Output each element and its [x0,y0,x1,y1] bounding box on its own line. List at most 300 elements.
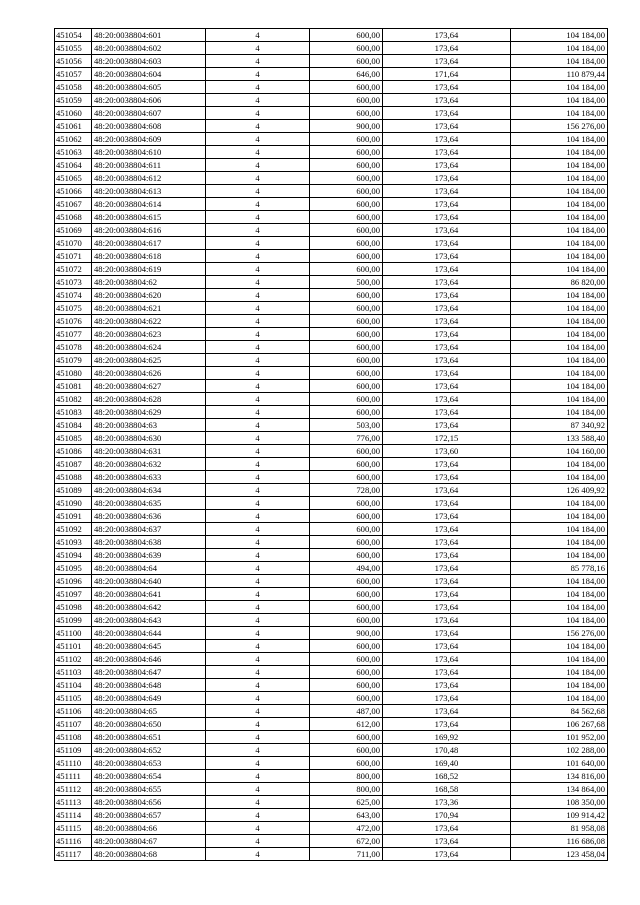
unit-value-cell: 173,64 [383,224,511,237]
cadastral-number-cell: 48:20:0038804:634 [92,484,206,497]
table-row [55,445,608,458]
cadastral-value-cell: 104 184,00 [511,536,608,549]
group-code-cell: 4 [206,380,310,393]
area-cell: 600,00 [310,315,383,328]
cadastral-value-cell: 104 184,00 [511,42,608,55]
row-number-cell: 451062 [55,133,92,146]
cadastral-number-cell: 48:20:0038804:611 [92,159,206,172]
cadastral-number-cell: 48:20:0038804:66 [92,822,206,835]
table-row [55,133,608,146]
cadastral-value-cell: 102 288,00 [511,744,608,757]
table-row [55,367,608,380]
row-number-cell: 451070 [55,237,92,250]
cadastral-value-cell: 85 778,16 [511,562,608,575]
area-cell: 600,00 [310,146,383,159]
row-number-cell: 451083 [55,406,92,419]
area-cell: 600,00 [310,497,383,510]
group-code-cell: 4 [206,133,310,146]
area-cell: 600,00 [310,302,383,315]
cadastral-value-cell: 108 350,00 [511,796,608,809]
row-number-cell: 451106 [55,705,92,718]
area-cell: 600,00 [310,458,383,471]
cadastral-number-cell: 48:20:0038804:641 [92,588,206,601]
area-cell: 500,00 [310,276,383,289]
area-cell: 600,00 [310,536,383,549]
area-cell: 600,00 [310,601,383,614]
cadastral-number-cell: 48:20:0038804:618 [92,250,206,263]
cadastral-value-cell: 133 588,40 [511,432,608,445]
group-code-cell: 4 [206,575,310,588]
row-number-cell: 451095 [55,562,92,575]
table-row [55,718,608,731]
cadastral-value-cell: 156 276,00 [511,627,608,640]
cadastral-value-cell: 104 184,00 [511,94,608,107]
cadastral-value-cell: 104 184,00 [511,159,608,172]
row-number-cell: 451060 [55,107,92,120]
group-code-cell: 4 [206,458,310,471]
group-code-cell: 4 [206,588,310,601]
unit-value-cell: 173,64 [383,679,511,692]
table-row [55,783,608,796]
area-cell: 600,00 [310,679,383,692]
unit-value-cell: 173,64 [383,497,511,510]
cadastral-value-cell: 156 276,00 [511,120,608,133]
group-code-cell: 4 [206,159,310,172]
unit-value-cell: 173,64 [383,367,511,380]
row-number-cell: 451074 [55,289,92,302]
area-cell: 600,00 [310,29,383,42]
unit-value-cell: 173,64 [383,523,511,536]
group-code-cell: 4 [206,107,310,120]
unit-value-cell: 173,64 [383,562,511,575]
cadastral-number-cell: 48:20:0038804:621 [92,302,206,315]
unit-value-cell: 173,64 [383,250,511,263]
group-code-cell: 4 [206,796,310,809]
cadastral-number-cell: 48:20:0038804:653 [92,757,206,770]
group-code-cell: 4 [206,627,310,640]
group-code-cell: 4 [206,29,310,42]
row-number-cell: 451102 [55,653,92,666]
unit-value-cell: 173,64 [383,393,511,406]
unit-value-cell: 173,64 [383,211,511,224]
area-cell: 600,00 [310,653,383,666]
row-number-cell: 451068 [55,211,92,224]
cadastral-value-cell: 104 184,00 [511,172,608,185]
cadastral-number-cell: 48:20:0038804:65 [92,705,206,718]
area-cell: 728,00 [310,484,383,497]
group-code-cell: 4 [206,484,310,497]
group-code-cell: 4 [206,393,310,406]
table-row [55,107,608,120]
cadastral-value-cell: 104 184,00 [511,55,608,68]
cadastral-value-cell: 134 864,00 [511,783,608,796]
row-number-cell: 451081 [55,380,92,393]
group-code-cell: 4 [206,705,310,718]
cadastral-number-cell: 48:20:0038804:652 [92,744,206,757]
area-cell: 600,00 [310,237,383,250]
cadastral-number-cell: 48:20:0038804:617 [92,237,206,250]
cadastral-value-cell: 104 184,00 [511,523,608,536]
group-code-cell: 4 [206,419,310,432]
group-code-cell: 4 [206,302,310,315]
row-number-cell: 451061 [55,120,92,133]
area-cell: 600,00 [310,185,383,198]
area-cell: 625,00 [310,796,383,809]
cadastral-number-cell: 48:20:0038804:623 [92,328,206,341]
area-cell: 600,00 [310,198,383,211]
row-number-cell: 451100 [55,627,92,640]
cadastral-value-cell: 104 184,00 [511,146,608,159]
row-number-cell: 451064 [55,159,92,172]
group-code-cell: 4 [206,822,310,835]
table-row [55,302,608,315]
group-code-cell: 4 [206,328,310,341]
table-row [55,588,608,601]
group-code-cell: 4 [206,94,310,107]
table-row [55,29,608,42]
unit-value-cell: 173,64 [383,627,511,640]
area-cell: 600,00 [310,614,383,627]
cadastral-number-cell: 48:20:0038804:626 [92,367,206,380]
area-cell: 600,00 [310,42,383,55]
area-cell: 503,00 [310,419,383,432]
unit-value-cell: 173,64 [383,107,511,120]
row-number-cell: 451069 [55,224,92,237]
cadastral-number-cell: 48:20:0038804:631 [92,445,206,458]
unit-value-cell: 173,64 [383,263,511,276]
cadastral-number-cell: 48:20:0038804:635 [92,497,206,510]
table-row [55,263,608,276]
table-row [55,601,608,614]
cadastral-value-cell: 104 184,00 [511,81,608,94]
unit-value-cell: 173,64 [383,380,511,393]
group-code-cell: 4 [206,497,310,510]
row-number-cell: 451078 [55,341,92,354]
unit-value-cell: 173,64 [383,328,511,341]
unit-value-cell: 173,64 [383,302,511,315]
table-row [55,237,608,250]
group-code-cell: 4 [206,146,310,159]
area-cell: 600,00 [310,328,383,341]
group-code-cell: 4 [206,224,310,237]
table-row [55,354,608,367]
cadastral-value-cell: 104 184,00 [511,367,608,380]
table-row [55,419,608,432]
group-code-cell: 4 [206,536,310,549]
row-number-cell: 451112 [55,783,92,796]
cadastral-number-cell: 48:20:0038804:67 [92,835,206,848]
cadastral-value-cell: 104 184,00 [511,575,608,588]
unit-value-cell: 173,64 [383,159,511,172]
row-number-cell: 451063 [55,146,92,159]
table-row [55,276,608,289]
area-cell: 494,00 [310,562,383,575]
row-number-cell: 451111 [55,770,92,783]
table-row [55,289,608,302]
cadastral-value-cell: 84 562,68 [511,705,608,718]
cadastral-value-cell: 104 184,00 [511,315,608,328]
area-cell: 600,00 [310,224,383,237]
unit-value-cell: 173,64 [383,601,511,614]
table-row [55,796,608,809]
row-number-cell: 451059 [55,94,92,107]
cadastral-number-cell: 48:20:0038804:651 [92,731,206,744]
group-code-cell: 4 [206,211,310,224]
cadastral-number-cell: 48:20:0038804:603 [92,55,206,68]
cadastral-number-cell: 48:20:0038804:63 [92,419,206,432]
unit-value-cell: 173,64 [383,458,511,471]
group-code-cell: 4 [206,757,310,770]
area-cell: 672,00 [310,835,383,848]
cadastral-number-cell: 48:20:0038804:638 [92,536,206,549]
cadastral-value-cell: 104 184,00 [511,549,608,562]
cadastral-value-cell: 104 184,00 [511,666,608,679]
row-number-cell: 451072 [55,263,92,276]
area-cell: 600,00 [310,211,383,224]
row-number-cell: 451082 [55,393,92,406]
table-row [55,705,608,718]
table-body [55,29,608,861]
group-code-cell: 4 [206,562,310,575]
group-code-cell: 4 [206,692,310,705]
unit-value-cell: 173,64 [383,55,511,68]
cadastral-value-cell: 104 184,00 [511,653,608,666]
table-row [55,159,608,172]
unit-value-cell: 171,64 [383,68,511,81]
group-code-cell: 4 [206,263,310,276]
unit-value-cell: 173,64 [383,705,511,718]
group-code-cell: 4 [206,653,310,666]
cadastral-value-cell: 104 184,00 [511,328,608,341]
table-row [55,614,608,627]
cadastral-number-cell: 48:20:0038804:656 [92,796,206,809]
cadastral-value-cell: 104 184,00 [511,211,608,224]
table-row [55,94,608,107]
cadastral-value-cell: 104 184,00 [511,341,608,354]
group-code-cell: 4 [206,601,310,614]
cadastral-value-cell: 104 184,00 [511,289,608,302]
cadastral-number-cell: 48:20:0038804:68 [92,848,206,861]
table-row [55,731,608,744]
group-code-cell: 4 [206,185,310,198]
cadastral-number-cell: 48:20:0038804:655 [92,783,206,796]
row-number-cell: 451101 [55,640,92,653]
cadastral-number-cell: 48:20:0038804:627 [92,380,206,393]
cadastral-value-cell: 104 184,00 [511,133,608,146]
area-cell: 800,00 [310,770,383,783]
row-number-cell: 451057 [55,68,92,81]
unit-value-cell: 169,40 [383,757,511,770]
cadastral-number-cell: 48:20:0038804:616 [92,224,206,237]
table-row [55,458,608,471]
row-number-cell: 451090 [55,497,92,510]
area-cell: 600,00 [310,471,383,484]
cadastral-number-cell: 48:20:0038804:613 [92,185,206,198]
group-code-cell: 4 [206,666,310,679]
area-cell: 800,00 [310,783,383,796]
table-row [55,575,608,588]
unit-value-cell: 173,64 [383,42,511,55]
cadastral-number-cell: 48:20:0038804:601 [92,29,206,42]
unit-value-cell: 173,64 [383,614,511,627]
cadastral-value-cell: 86 820,00 [511,276,608,289]
cadastral-number-cell: 48:20:0038804:628 [92,393,206,406]
group-code-cell: 4 [206,276,310,289]
table-row [55,172,608,185]
area-cell: 472,00 [310,822,383,835]
unit-value-cell: 173,64 [383,406,511,419]
row-number-cell: 451058 [55,81,92,94]
area-cell: 600,00 [310,692,383,705]
table-row [55,146,608,159]
unit-value-cell: 173,36 [383,796,511,809]
cadastral-value-table [54,28,608,861]
table-row [55,81,608,94]
row-number-cell: 451066 [55,185,92,198]
table-row [55,523,608,536]
group-code-cell: 4 [206,432,310,445]
group-code-cell: 4 [206,172,310,185]
cadastral-number-cell: 48:20:0038804:609 [92,133,206,146]
group-code-cell: 4 [206,614,310,627]
row-number-cell: 451054 [55,29,92,42]
row-number-cell: 451110 [55,757,92,770]
unit-value-cell: 173,64 [383,81,511,94]
row-number-cell: 451080 [55,367,92,380]
area-cell: 600,00 [310,55,383,68]
row-number-cell: 451105 [55,692,92,705]
table-row [55,770,608,783]
cadastral-value-cell: 104 184,00 [511,497,608,510]
cadastral-value-cell: 104 184,00 [511,406,608,419]
area-cell: 600,00 [310,406,383,419]
unit-value-cell: 173,64 [383,133,511,146]
table-row [55,120,608,133]
area-cell: 600,00 [310,640,383,653]
group-code-cell: 4 [206,406,310,419]
cadastral-number-cell: 48:20:0038804:608 [92,120,206,133]
area-cell: 600,00 [310,289,383,302]
table-row [55,471,608,484]
row-number-cell: 451089 [55,484,92,497]
cadastral-value-cell: 104 184,00 [511,471,608,484]
unit-value-cell: 173,64 [383,185,511,198]
group-code-cell: 4 [206,549,310,562]
area-cell: 643,00 [310,809,383,822]
group-code-cell: 4 [206,198,310,211]
area-cell: 600,00 [310,81,383,94]
cadastral-number-cell: 48:20:0038804:650 [92,718,206,731]
row-number-cell: 451071 [55,250,92,263]
area-cell: 600,00 [310,380,383,393]
cadastral-value-cell: 81 958,08 [511,822,608,835]
cadastral-value-cell: 104 184,00 [511,185,608,198]
group-code-cell: 4 [206,68,310,81]
cadastral-number-cell: 48:20:0038804:602 [92,42,206,55]
row-number-cell: 451088 [55,471,92,484]
group-code-cell: 4 [206,809,310,822]
row-number-cell: 451073 [55,276,92,289]
table-row [55,822,608,835]
area-cell: 600,00 [310,133,383,146]
unit-value-cell: 173,64 [383,172,511,185]
unit-value-cell: 173,64 [383,419,511,432]
unit-value-cell: 172,15 [383,432,511,445]
row-number-cell: 451087 [55,458,92,471]
area-cell: 600,00 [310,107,383,120]
group-code-cell: 4 [206,679,310,692]
table-row [55,679,608,692]
cadastral-value-cell: 104 184,00 [511,107,608,120]
area-cell: 600,00 [310,666,383,679]
cadastral-number-cell: 48:20:0038804:624 [92,341,206,354]
cadastral-value-cell: 104 184,00 [511,458,608,471]
group-code-cell: 4 [206,510,310,523]
unit-value-cell: 173,64 [383,29,511,42]
table-row [55,341,608,354]
cadastral-value-cell: 104 184,00 [511,640,608,653]
group-code-cell: 4 [206,250,310,263]
cadastral-number-cell: 48:20:0038804:605 [92,81,206,94]
row-number-cell: 451056 [55,55,92,68]
cadastral-value-cell: 104 184,00 [511,302,608,315]
group-code-cell: 4 [206,770,310,783]
cadastral-value-cell: 104 184,00 [511,679,608,692]
cadastral-value-cell: 104 184,00 [511,393,608,406]
area-cell: 711,00 [310,848,383,861]
area-cell: 600,00 [310,263,383,276]
unit-value-cell: 173,60 [383,445,511,458]
area-cell: 612,00 [310,718,383,731]
cadastral-number-cell: 48:20:0038804:654 [92,770,206,783]
table-row [55,627,608,640]
group-code-cell: 4 [206,718,310,731]
area-cell: 600,00 [310,341,383,354]
area-cell: 600,00 [310,354,383,367]
area-cell: 646,00 [310,68,383,81]
table-row [55,406,608,419]
row-number-cell: 451084 [55,419,92,432]
cadastral-number-cell: 48:20:0038804:643 [92,614,206,627]
row-number-cell: 451055 [55,42,92,55]
unit-value-cell: 170,94 [383,809,511,822]
row-number-cell: 451079 [55,354,92,367]
area-cell: 900,00 [310,120,383,133]
group-code-cell: 4 [206,81,310,94]
area-cell: 900,00 [310,627,383,640]
unit-value-cell: 173,64 [383,822,511,835]
group-code-cell: 4 [206,835,310,848]
area-cell: 600,00 [310,94,383,107]
unit-value-cell: 173,64 [383,718,511,731]
table-row [55,809,608,822]
unit-value-cell: 169,92 [383,731,511,744]
group-code-cell: 4 [206,341,310,354]
cadastral-number-cell: 48:20:0038804:604 [92,68,206,81]
row-number-cell: 451093 [55,536,92,549]
group-code-cell: 4 [206,471,310,484]
cadastral-number-cell: 48:20:0038804:614 [92,198,206,211]
cadastral-value-cell: 104 184,00 [511,198,608,211]
cadastral-number-cell: 48:20:0038804:646 [92,653,206,666]
group-code-cell: 4 [206,744,310,757]
cadastral-value-cell: 104 184,00 [511,380,608,393]
table-row [55,744,608,757]
cadastral-value-cell: 109 914,42 [511,809,608,822]
unit-value-cell: 173,64 [383,640,511,653]
unit-value-cell: 173,64 [383,549,511,562]
cadastral-value-cell: 104 184,00 [511,224,608,237]
